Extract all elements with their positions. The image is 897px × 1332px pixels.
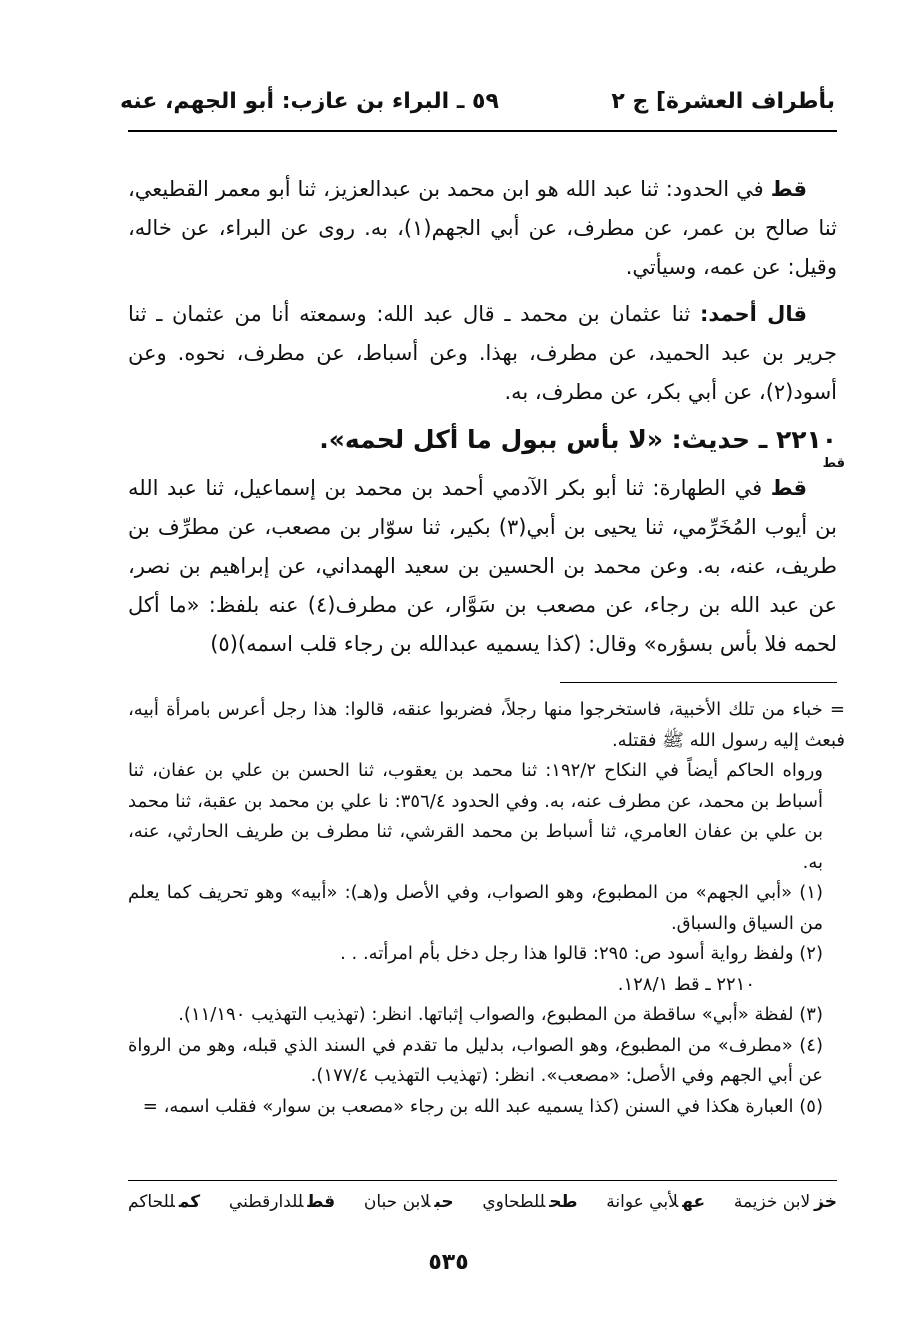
hadith-marginal-code: قط <box>822 456 845 471</box>
footnote-ref-2210: ٢٢١٠ ـ قط ١٢٨/١. <box>617 973 755 995</box>
footnote-1: (١) «أبي الجهم» من المطبوع، وهو الصواب، وفي الأصل و(هـ): «أبيه» وهو تحريف كما يعلم من السياق والسباق. <box>128 882 823 934</box>
footnote-rule <box>560 682 837 683</box>
abbr-item: طحللطحاوي <box>482 1192 578 1212</box>
paragraph-body: في الحدود: ثنا عبد الله هو ابن محمد بن عبدالعزيز، ثنا أبو معمر القطيعي، ثنا صالح بن عمر، عن مطرف، عن أبي الجهم(١)، به. روى عن البراء، عن خاله، وقيل: عن عمه، وسيأتي. <box>128 177 838 279</box>
hadith-heading-text: ٢٢١٠ ـ حديث: «لا بأس ببول ما أكل لحمه». <box>319 425 837 454</box>
page-number: ٥٣٥ <box>428 1250 469 1275</box>
footnote-4: (٤) «مطرف» من المطبوع، وهو الصواب، بدليل ما تقدم في السند الذي قبله، وهو من الرواة عن أبي الجهم وفي الأصل: «مصعب». انظر: (تهذيب التهذيب ١٧٧/٤). <box>128 1034 823 1086</box>
paragraph-body: ثنا عثمان بن محمد ـ قال عبد الله: وسمعته أنا من عثمان ـ ثنا جرير بن عبد الحميد، عن مطرف، بهذا. وعن أسباط، عن مطرف، نحوه. وعن أسود(٢)، عن أبي بكر، عن مطرف، به. <box>128 302 837 404</box>
abbr-item: كمللحاكم <box>128 1192 201 1212</box>
main-text <box>128 170 845 672</box>
footer-rule <box>128 1180 837 1181</box>
running-header <box>120 85 835 121</box>
source-code: قط <box>770 476 807 500</box>
source-code: قال أحمد: <box>699 302 808 326</box>
source-code: قط <box>770 177 807 201</box>
paragraph-hudud <box>128 170 837 287</box>
footnote-2: (٢) ولفظ رواية أسود ص: ٢٩٥: قالوا هذا رجل دخل بأم امرأته. . . <box>340 943 823 964</box>
footnotes <box>128 695 845 1122</box>
footnote-continued: = خباء من تلك الأخبية، فاستخرجوا منها رجلاً، فضربوا عنقه، قالوا: هذا رجل أعرس بامرأة أبيه، فبعث إليه رسول الله ﷺ فقتله. <box>128 699 845 751</box>
paragraph-ahmad <box>128 295 837 412</box>
abbr-item: خزلابن خزيمة <box>733 1192 837 1212</box>
header-section: ٥٩ ـ البراء بن عازب: أبو الجهم، عنه <box>120 89 499 114</box>
abbr-item: حبلابن حبان <box>363 1192 454 1212</box>
hadith-heading <box>128 420 845 471</box>
footnote-3: (٣) لفظة «أبي» ساقطة من المطبوع، والصواب إثباتها. انظر: (تهذيب التهذيب ١١/١٩٠). <box>178 1004 823 1025</box>
header-rule <box>128 130 837 132</box>
footnote-5: (٥) العبارة هكذا في السنن (كذا يسميه عبد الله بن رجاء «مصعب بن سوار» فقلب اسمه، = <box>142 1095 823 1117</box>
paragraph-tahara <box>128 469 837 664</box>
paragraph-body: في الطهارة: ثنا أبو بكر الآدمي أحمد بن محمد بن إسماعيل، ثنا عبد الله بن أيوب المُخَرِّمي، ثنا يحيى بن أبي(٣) بكير، ثنا سوّار بن مصعب، عن مطرِّف بن طريف، عنه، به. وعن محمد بن الحسين بن سعيد الهمداني، عن إبراهيم بن نصر، عن عبد الله بن رجاء، عن مصعب بن سَوَّار، عن مطرف(٤) عنه بلفظ: «ما أكل لحمه فلا بأس بسؤره» وقال: (كذا يسميه عبدالله بن رجاء قلب اسمه)(٥) <box>128 476 838 656</box>
abbr-item: قطللدارقطني <box>228 1192 336 1212</box>
footnote-hakim: ورواه الحاكم أيضاً في النكاح ١٩٢/٢: ثنا محمد بن يعقوب، ثنا الحسن بن علي بن عفان، ثنا أسباط بن محمد، عن مطرف عنه، به. وفي الحدود ٣٥٦/٤: نا علي بن محمد بن عقبة، ثنا محمد بن علي بن عفان العامري، ثنا أسباط بن محمد القرشي، ثنا مطرف بن طريف الحارثي، عنه، به. <box>128 760 823 873</box>
abbreviation-key <box>128 1192 837 1212</box>
header-volume: بأطراف العشرة] ج ٢ <box>611 89 835 114</box>
abbr-item: عهلأبي عوانة <box>606 1192 706 1212</box>
